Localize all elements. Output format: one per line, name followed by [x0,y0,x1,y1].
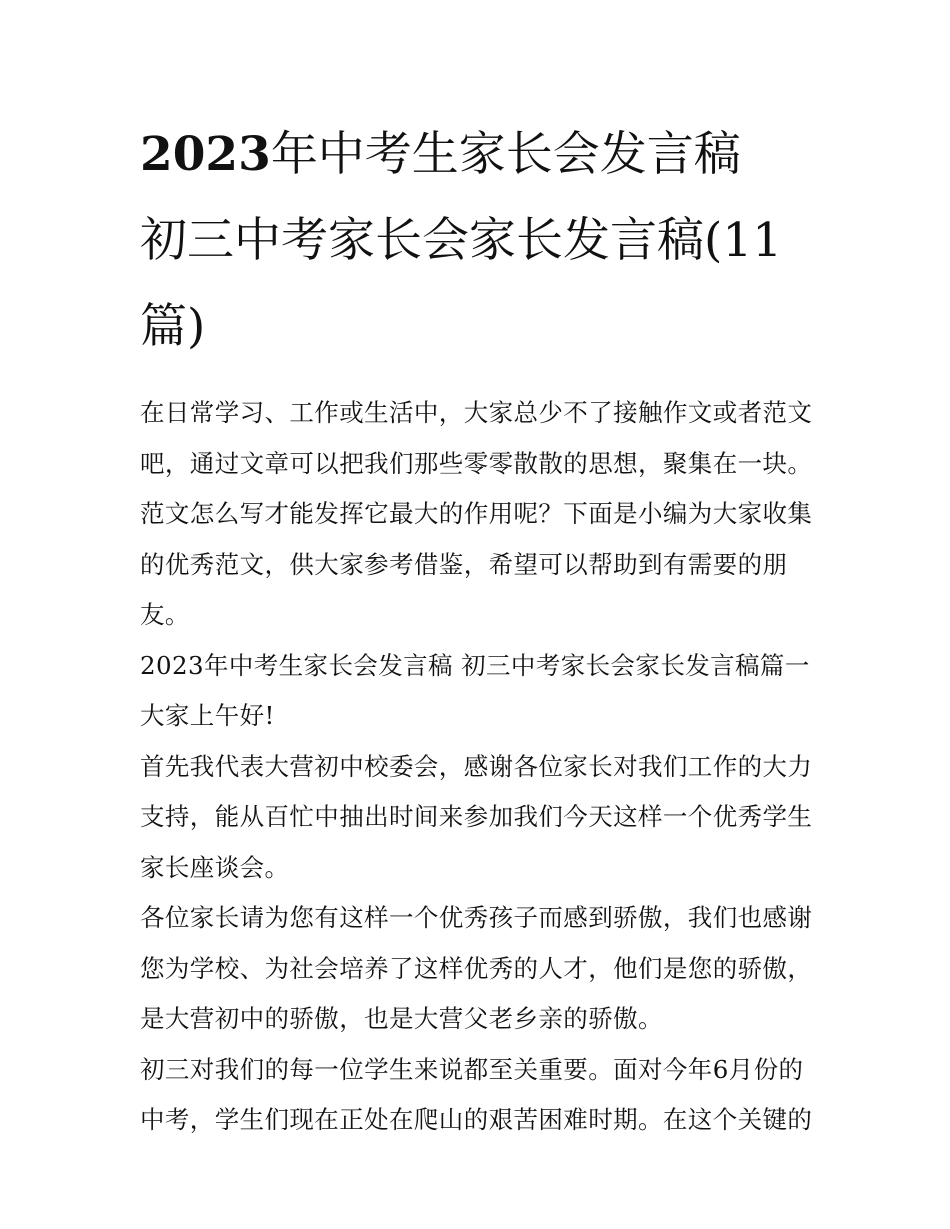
document-title [140,112,820,370]
paragraph-greeting: 大家上午好! [140,701,275,730]
document-body [140,388,820,1146]
paragraph-pride: 各位家长请为您有这样一个优秀孩子而感到骄傲，我们也感谢您为学校、为社会培养了这样优秀的人才，他们是您的骄傲，是大营初中的骄傲，也是大营父老乡亲的骄傲。 [140,903,813,1033]
paragraph-intro: 在日常学习、工作或生活中，大家总少不了接触作文或者范文吧，通过文章可以把我们那些零零散散的思想，聚集在一块。范文怎么写才能发挥它最大的作用呢？下面是小编为大家收集的优秀范文，供大家参考借鉴，希望可以帮助到有需要的朋友。 [140,398,813,629]
title-line-3: 篇) [140,299,206,354]
title-line-1: 2023年中考生家长会发言稿 [140,127,741,182]
title-line-2: 初三中考家长会家长发言稿(11 [140,213,783,268]
paragraph-section-heading: 2023年中考生家长会发言稿 初三中考家长会家长发言稿篇一 [140,650,810,680]
document-content [140,112,820,1146]
paragraph-thanks: 首先我代表大营初中校委会，感谢各位家长对我们工作的大力支持，能从百忙中抽出时间来参加我们今天这样一个优秀学生家长座谈会。 [140,751,813,882]
title-year: 2023 [140,127,271,182]
paragraph-grade-three: 初三对我们的每一位学生来说都至关重要。面对今年6月份的中考，学生们现在正处在爬山的艰苦困难时期。在这个关键的 [140,1054,813,1134]
